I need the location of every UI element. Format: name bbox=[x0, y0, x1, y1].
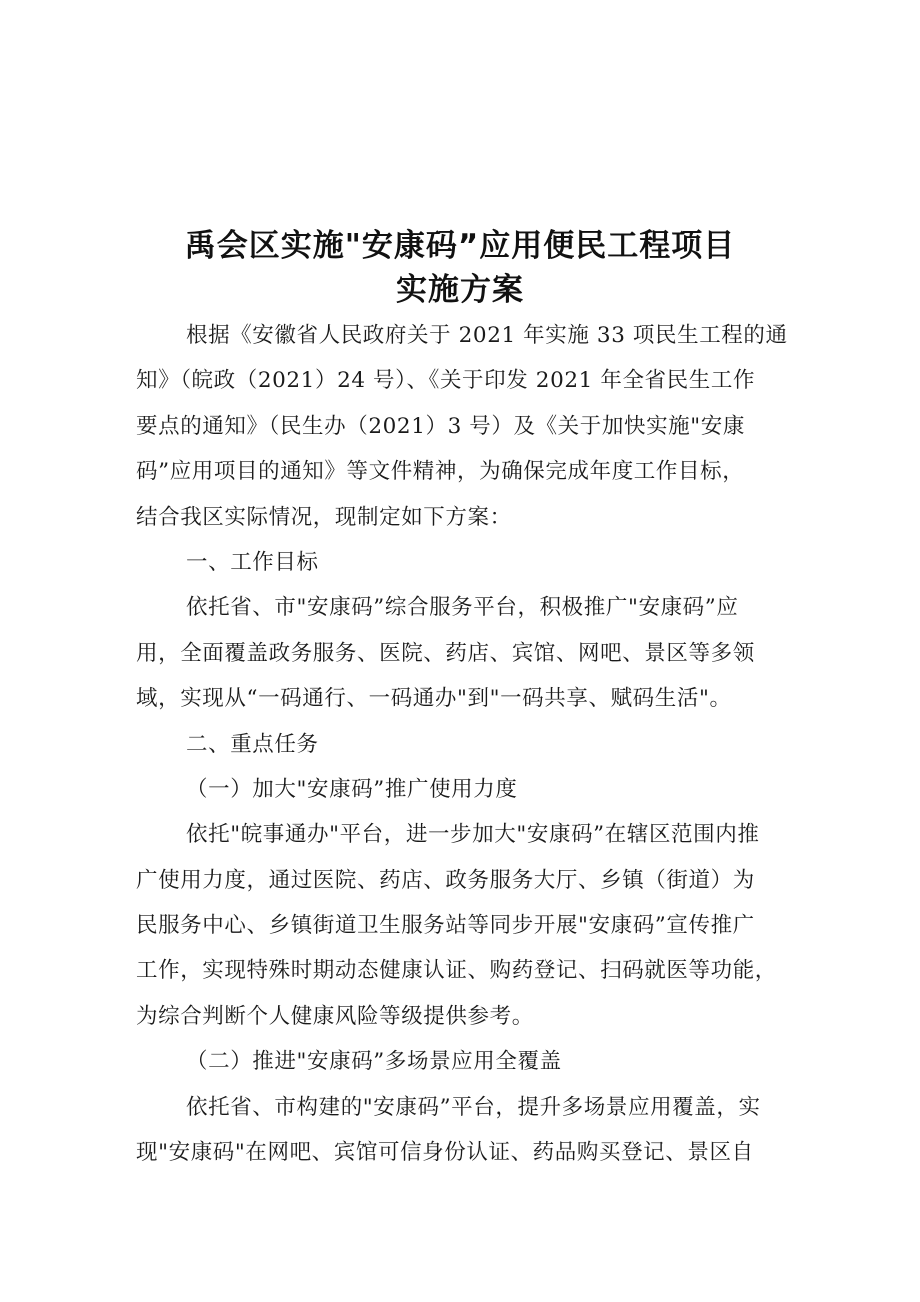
section1-line: 域，实现从“一码通行、一码通办"到"一码共享、赋码生活"。 bbox=[136, 686, 732, 712]
section-heading-goals: 一、工作目标 bbox=[186, 549, 319, 575]
subsection-heading-1: （一）加大"安康码”推广使用力度 bbox=[186, 776, 518, 802]
subsection1-line: 依托"皖事通办"平台，进一步加大"安康码”在辖区范围内推 bbox=[186, 822, 760, 848]
intro-line: 码”应用项目的通知》等文件精神，为确保完成年度工作目标， bbox=[136, 459, 745, 485]
intro-line: 知》（皖政（2021）24 号）、《关于印发 2021 年全省民生工作 bbox=[136, 368, 756, 394]
document-title-line-1: 禹会区实施"安康码”应用便民工程项目 bbox=[184, 228, 736, 264]
subsection2-line: 现"安康码"在网吧、宾馆可信身份认证、药品购买登记、景区自 bbox=[136, 1140, 754, 1166]
subsection1-line: 民服务中心、乡镇街道卫生服务站等同步开展"安康码”宣传推广 bbox=[136, 913, 755, 939]
section1-line: 用，全面覆盖政务服务、医院、药店、宾馆、网吧、景区等多领 bbox=[136, 640, 755, 666]
intro-line: 根据《安徽省人民政府关于 2021 年实施 33 项民生工程的通 bbox=[186, 323, 788, 348]
subsection-heading-2: （二）推进"安康码”多场景应用全覆盖 bbox=[186, 1049, 562, 1075]
document-title-line-2: 实施方案 bbox=[396, 272, 524, 308]
document-body bbox=[136, 313, 796, 1175]
subsection2-line: 依托省、市构建的"安康码”平台，提升多场景应用覆盖，实 bbox=[186, 1094, 761, 1120]
intro-line: 要点的通知》（民生办（2021）3 号）及《关于加快实施"安康 bbox=[136, 413, 745, 439]
section-heading-tasks: 二、重点任务 bbox=[186, 731, 319, 757]
subsection1-line: 广使用力度，通过医院、药店、政务服务大厅、乡镇（街道）为 bbox=[136, 867, 755, 893]
subsection1-line: 工作，实现特殊时期动态健康认证、购药登记、扫码就医等功能， bbox=[136, 958, 777, 984]
subsection1-line: 为综合判断个人健康风险等级提供参考。 bbox=[136, 1003, 534, 1029]
intro-line: 结合我区实际情况，现制定如下方案： bbox=[136, 504, 512, 530]
section1-line: 依托省、市"安康码”综合服务平台，积极推广"安康码”应 bbox=[186, 595, 739, 621]
